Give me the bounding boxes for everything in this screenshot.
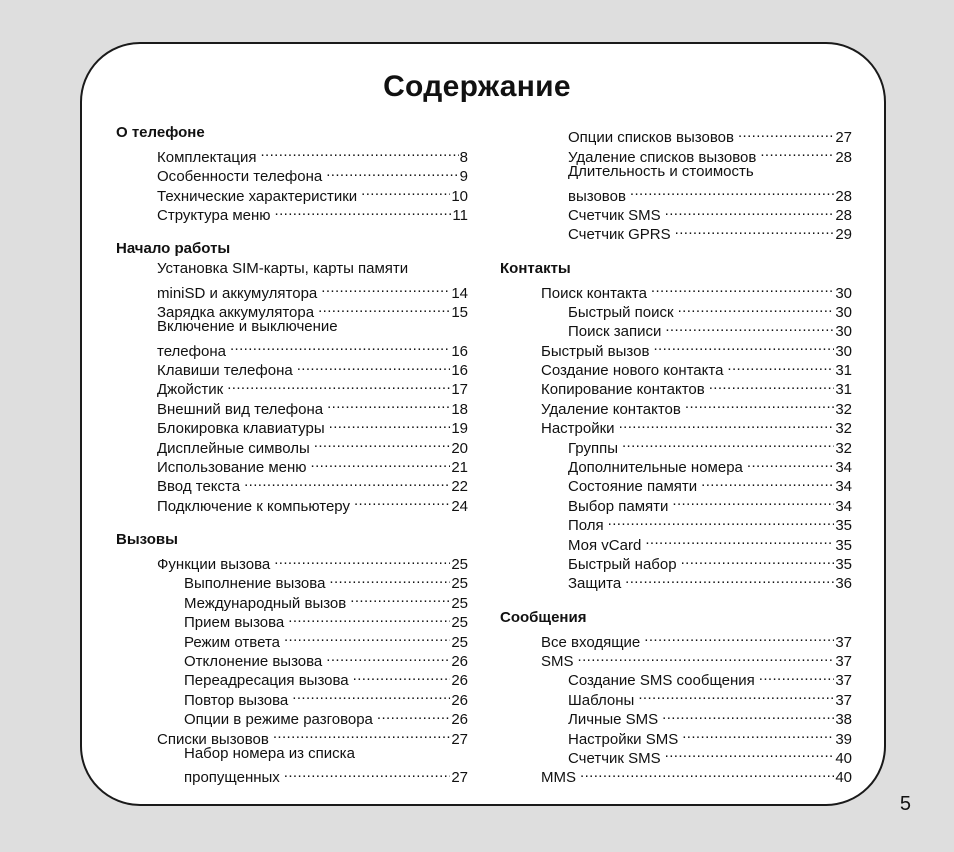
toc-entry-title: Ввод текста [157, 478, 241, 496]
dot-leader [727, 356, 834, 375]
section-heading-text: Начало работы [116, 240, 231, 258]
toc-entry-title: Комплектация [157, 148, 257, 166]
toc-page-ref: 34 [835, 459, 852, 477]
toc-entry [116, 627, 468, 651]
toc-page-ref: 38 [835, 711, 852, 729]
toc-entry-title: Поля [568, 517, 604, 535]
toc-entry-title: Набор номера из списка [184, 744, 355, 762]
toc-entry-title: Джойстик [157, 381, 224, 399]
toc-page-ref: 9 [459, 168, 468, 186]
toc-page-ref: 37 [835, 633, 852, 651]
toc-page-ref: 40 [835, 749, 852, 767]
dot-leader [329, 414, 451, 433]
dot-leader [709, 375, 835, 394]
toc-entry-title: Включение и выключение [157, 317, 338, 335]
dot-leader [645, 530, 834, 549]
dot-leader [244, 472, 450, 491]
toc-page-ref: 19 [451, 420, 468, 438]
dot-leader [578, 647, 835, 666]
dot-leader [665, 744, 835, 763]
dot-leader [361, 181, 450, 200]
toc-entry [500, 317, 852, 341]
toc-section-heading [116, 239, 468, 258]
dot-leader [288, 608, 450, 627]
toc-entry [116, 550, 468, 573]
toc-entry-title: Личные SMS [568, 711, 659, 729]
toc-entry [500, 744, 852, 767]
toc-page-ref: 35 [835, 517, 852, 535]
dot-leader [353, 666, 451, 685]
toc-section-heading [116, 123, 468, 142]
toc-entry-title: вызовов [568, 187, 626, 205]
dot-leader [701, 472, 834, 491]
toc-entry-title: Быстрый вызов [541, 342, 650, 360]
toc-page-ref: 28 [835, 187, 852, 205]
dot-leader [284, 763, 451, 782]
dot-leader [672, 491, 834, 510]
section-heading-text: О телефоне [116, 124, 205, 141]
dot-leader [274, 550, 450, 569]
dot-leader [681, 550, 835, 569]
toc-page-ref: 25 [451, 575, 468, 593]
toc-entry-title: Дополнительные номера [568, 459, 743, 477]
toc-entry-title: Опции в режиме разговора [184, 711, 373, 729]
dot-leader [619, 414, 835, 433]
toc-page-ref: 29 [835, 226, 852, 244]
dot-leader [326, 162, 458, 181]
dot-leader [329, 569, 450, 588]
toc-entry-title: Блокировка клавиатуры [157, 420, 325, 438]
toc-entry [500, 201, 852, 224]
toc-section-heading [116, 530, 468, 549]
toc-entry [116, 259, 468, 278]
dot-leader [230, 336, 450, 355]
toc-entry-title: Переадресация вызова [184, 672, 349, 690]
dot-leader [227, 375, 450, 394]
dot-leader [580, 763, 834, 782]
toc-entry-title: Отклонение вызова [184, 652, 323, 670]
toc-entry-title: телефона [157, 342, 226, 360]
toc-entry-title: SMS [541, 652, 574, 670]
toc-page-ref: 32 [835, 439, 852, 457]
toc-entry-title: Состояние памяти [568, 478, 698, 496]
toc-page-ref: 28 [835, 206, 852, 224]
toc-entry-title: Все входящие [541, 633, 641, 651]
dot-leader [292, 685, 450, 704]
toc-entry [116, 647, 468, 670]
toc-entry [116, 317, 468, 336]
toc-page-ref: 26 [451, 652, 468, 670]
toc-page-ref: 30 [835, 303, 852, 321]
toc-page-ref: 25 [451, 633, 468, 651]
toc-page-ref: 32 [835, 400, 852, 418]
toc-page-ref: 11 [452, 206, 468, 224]
toc-entry-title: Использование меню [157, 459, 307, 477]
dot-leader [311, 453, 451, 472]
toc-page-ref: 15 [451, 303, 468, 321]
toc-entry [500, 181, 852, 205]
toc-entry-title: Установка SIM-карты, карты памяти [157, 259, 409, 277]
toc-entry-title: Повтор вызова [184, 691, 289, 709]
toc-entry [500, 685, 852, 709]
dot-leader [678, 298, 835, 317]
dot-leader [260, 142, 458, 161]
toc-entry-title: Клавиши телефона [157, 362, 293, 380]
toc-page-ref: 8 [459, 148, 468, 166]
toc-entry [500, 705, 852, 729]
toc-entry-title: Зарядка аккумулятора [157, 303, 315, 321]
toc-entry-title: Структура меню [157, 206, 271, 224]
toc-page-ref: 27 [835, 129, 852, 147]
dot-leader [685, 394, 834, 413]
toc-section-heading [500, 608, 852, 627]
toc-entry-title: Группы [568, 439, 618, 457]
toc-entry [116, 724, 468, 748]
toc-entry-title: Удаление контактов [541, 400, 681, 418]
toc-entry-title: Создание нового контакта [541, 362, 724, 380]
toc-entry-title: Удаление списков вызовов [568, 148, 757, 166]
dot-leader [644, 627, 834, 646]
dot-leader [747, 453, 834, 472]
toc-right-column [500, 123, 852, 787]
toc-entry [500, 627, 852, 651]
toc-entry-title: Длительность и стоимость [568, 162, 754, 180]
toc-page-ref: 40 [835, 769, 852, 787]
toc-page-ref: 16 [451, 342, 468, 360]
toc-entry-title: Дисплейные символы [157, 439, 310, 457]
dot-leader [662, 705, 834, 724]
dot-leader [675, 220, 835, 239]
toc-page-ref: 14 [451, 284, 468, 302]
toc-entry [116, 336, 468, 360]
dot-leader [622, 433, 834, 452]
toc-entry-title: Подключение к компьютеру [157, 497, 350, 515]
toc-page-ref: 32 [835, 420, 852, 438]
dot-leader [738, 123, 834, 142]
toc-entry-title: Международный вызов [184, 594, 347, 612]
toc-entry [500, 550, 852, 573]
toc-entry [500, 278, 852, 302]
toc-entry [500, 162, 852, 181]
toc-entry [500, 336, 852, 360]
toc-page-ref: 37 [835, 691, 852, 709]
toc-entry [500, 530, 852, 554]
toc-page-ref: 16 [451, 362, 468, 380]
toc-page-ref: 26 [451, 711, 468, 729]
toc-entry [500, 569, 852, 593]
toc-page-ref: 18 [451, 400, 468, 418]
toc-entry-title: Внешний вид телефона [157, 400, 324, 418]
dot-leader [321, 278, 450, 297]
section-heading-text: Вызовы [116, 531, 178, 549]
toc-page-ref: 27 [451, 769, 468, 787]
toc-page-ref: 34 [835, 497, 852, 515]
toc-page-ref: 17 [451, 381, 468, 399]
toc-entry [116, 685, 468, 709]
toc-page-ref: 37 [835, 652, 852, 670]
toc-entry [500, 763, 852, 787]
toc-entry-title: Прием вызова [184, 614, 285, 632]
toc-entry [116, 763, 468, 787]
dot-leader [354, 491, 450, 510]
toc-page-ref: 35 [835, 555, 852, 573]
toc-page-ref: 31 [835, 381, 852, 399]
section-heading-text: Сообщения [500, 608, 587, 626]
dot-leader [350, 588, 450, 607]
toc-page-ref: 39 [835, 730, 852, 748]
toc-entry-title: Поиск контакта [541, 284, 647, 302]
toc-entry-title: Счетчик SMS [568, 749, 661, 767]
dot-leader [327, 394, 450, 413]
toc-page-ref: 35 [835, 536, 852, 554]
toc-page-ref: 20 [451, 439, 468, 457]
toc-entry-title: MMS [541, 769, 576, 787]
toc-page-ref: 25 [451, 555, 468, 573]
toc-page-ref: 21 [451, 459, 468, 477]
toc-entry-title: Настройки [541, 420, 615, 438]
dot-leader [760, 142, 834, 161]
toc-entry [500, 511, 852, 535]
toc-entry-title: Счетчик GPRS [568, 226, 671, 244]
toc-page-ref: 31 [835, 362, 852, 380]
toc-page-ref: 28 [835, 148, 852, 166]
toc-page-ref: 25 [451, 594, 468, 612]
toc-page-ref: 27 [451, 730, 468, 748]
toc-entry [500, 724, 852, 748]
page-title: Содержание [383, 70, 571, 103]
toc-entry-title: Поиск записи [568, 323, 662, 341]
toc-entry-title: miniSD и аккумулятора [157, 284, 318, 302]
toc-entry-title: Быстрый набор [568, 555, 677, 573]
toc-entry [500, 453, 852, 477]
toc-entry-title: Особенности телефона [157, 168, 323, 186]
dot-leader [665, 201, 835, 220]
dot-leader [326, 647, 450, 666]
toc-left-column [116, 123, 468, 787]
toc-page-ref: 30 [835, 342, 852, 360]
toc-entry-title: Копирование контактов [541, 381, 705, 399]
dot-leader [318, 298, 450, 317]
toc-entry-title: Выбор памяти [568, 497, 669, 515]
dot-leader [638, 685, 834, 704]
toc-entry [116, 608, 468, 632]
page-number: 5 [899, 793, 911, 815]
toc-entry-title: пропущенных [184, 769, 280, 787]
toc-entry-title: Защита [568, 575, 622, 593]
toc-page-ref: 25 [451, 614, 468, 632]
toc-page-ref: 24 [451, 497, 468, 515]
toc-page-ref: 22 [451, 478, 468, 496]
toc-page-ref: 26 [451, 691, 468, 709]
toc-page-ref: 34 [835, 478, 852, 496]
toc-entry-title: Функции вызова [157, 555, 271, 573]
toc-page-ref: 26 [451, 672, 468, 690]
toc-page-ref: 10 [451, 187, 468, 205]
dot-leader [651, 278, 834, 297]
dot-leader [284, 627, 450, 646]
dot-leader [608, 511, 835, 530]
toc-entry [500, 220, 852, 244]
toc-spacer [500, 588, 852, 607]
section-heading-text: Контакты [500, 259, 571, 277]
dot-leader [314, 433, 451, 452]
toc-page-ref: 37 [835, 672, 852, 690]
dot-leader [665, 317, 834, 336]
toc-entry [116, 142, 468, 166]
toc-entry [116, 705, 468, 729]
toc-entry-title: Технические характеристики [157, 187, 358, 205]
dot-leader [297, 356, 451, 375]
toc-entry-title: Моя vCard [568, 536, 642, 554]
toc-entry-title: Быстрый поиск [568, 303, 674, 321]
toc-entry [500, 123, 852, 147]
toc-page-ref: 36 [835, 575, 852, 593]
toc-entry-title: Режим ответа [184, 633, 280, 651]
dot-leader [625, 569, 834, 588]
dot-leader [275, 201, 452, 220]
toc-entry-title: Настройки SMS [568, 730, 679, 748]
toc-entry [116, 278, 468, 302]
dot-leader [682, 724, 834, 743]
toc-section-heading [500, 259, 852, 278]
toc-page-ref: 30 [835, 323, 852, 341]
toc-entry-title: Счетчик SMS [568, 206, 661, 224]
toc-entry [500, 491, 852, 515]
toc-entry-title: Шаблоны [568, 691, 635, 709]
dot-leader [377, 705, 450, 724]
dot-leader [759, 666, 835, 685]
toc-spacer [500, 239, 852, 258]
toc-page-ref: 30 [835, 284, 852, 302]
toc-entry-title: Опции списков вызовов [568, 129, 734, 147]
dot-leader [630, 181, 834, 200]
toc-entry-title: Создание SMS сообщения [568, 672, 755, 690]
toc-entry-title: Выполнение вызова [184, 575, 326, 593]
dot-leader [273, 724, 450, 743]
toc-entry-title: Списки вызовов [157, 730, 269, 748]
dot-leader [653, 336, 834, 355]
